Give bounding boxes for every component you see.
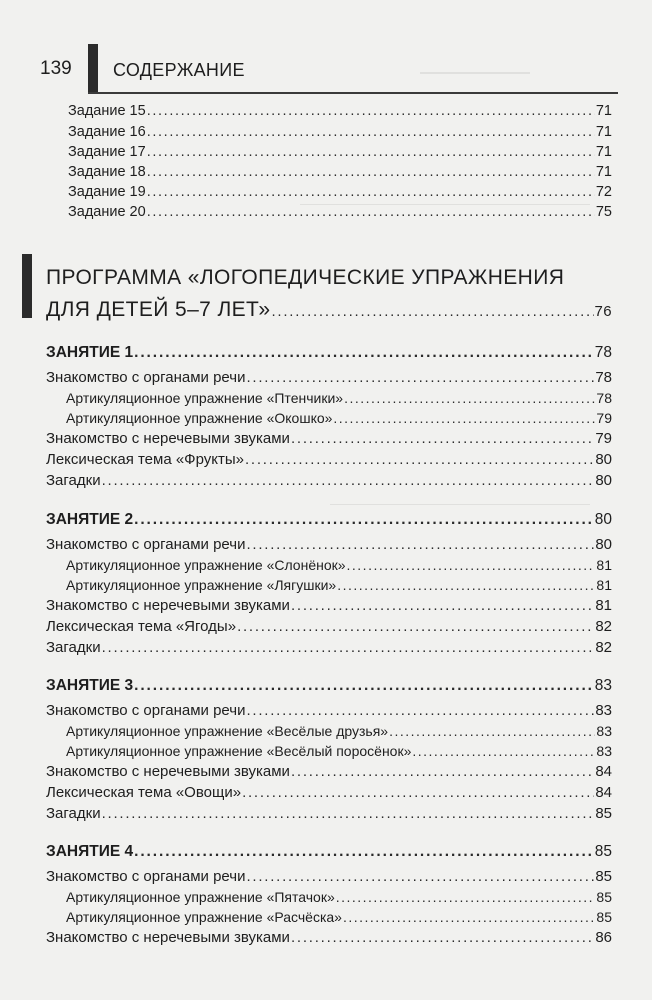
dot-leader <box>291 430 594 447</box>
toc-subentry[interactable] <box>66 390 612 406</box>
toc-entry-label: Задание 17 <box>68 144 146 160</box>
lesson-heading[interactable] <box>46 677 612 695</box>
toc-entry[interactable] <box>46 472 612 489</box>
toc-entry[interactable] <box>68 124 612 140</box>
toc-entry[interactable] <box>68 103 612 119</box>
toc-entry-label: Артикуляционное упражнение «Птенчики» <box>66 390 344 406</box>
toc-entry[interactable] <box>46 536 612 553</box>
dot-leader <box>147 103 595 119</box>
toc-entry-page: 85 <box>595 805 612 822</box>
toc-entry-page: 81 <box>596 577 612 593</box>
toc-entry-label: Знакомство с неречевыми звуками <box>46 430 290 447</box>
toc-entry[interactable] <box>68 204 612 220</box>
toc-entry[interactable] <box>68 144 612 160</box>
dot-leader <box>134 677 594 695</box>
page-number: 139 <box>40 58 72 79</box>
toc-entry-page: 78 <box>596 390 612 406</box>
toc-entry-label: Артикуляционное упражнение «Пятачок» <box>66 889 335 905</box>
toc-entry-label: Артикуляционное упражнение «Слонёнок» <box>66 557 346 573</box>
toc-entry-label: Артикуляционное упражнение «Весёлый поросёнок» <box>66 743 412 759</box>
toc-entry-label: Артикуляционное упражнение «Весёлые друзья» <box>66 723 389 739</box>
toc-entry-label: Артикуляционное упражнение «Расчёска» <box>66 909 342 925</box>
toc-entry[interactable] <box>68 184 612 200</box>
toc-entry-page: 83 <box>596 743 612 759</box>
toc-entry[interactable] <box>46 369 612 386</box>
toc-entry-page: 72 <box>595 184 612 200</box>
toc-entry-page: 83 <box>594 677 612 694</box>
dot-leader <box>134 344 594 362</box>
dot-leader <box>246 702 594 719</box>
toc-subentry[interactable] <box>66 723 612 739</box>
lesson-heading[interactable] <box>46 843 612 861</box>
dot-leader <box>333 410 595 426</box>
toc-entry[interactable] <box>46 430 612 447</box>
dot-leader <box>102 805 595 822</box>
dot-leader <box>245 451 594 468</box>
dot-leader <box>271 303 593 320</box>
toc-entry[interactable] <box>46 597 612 614</box>
toc-entry-page: 71 <box>595 144 612 160</box>
dot-leader <box>291 763 594 780</box>
toc-entry-page: 79 <box>595 430 612 447</box>
toc-entry-page: 84 <box>595 784 612 801</box>
toc-entry[interactable] <box>46 639 612 656</box>
toc-entry-label: Задание 16 <box>68 124 146 140</box>
toc-entry-label: Знакомство с органами речи <box>46 868 246 885</box>
toc-entry[interactable] <box>46 702 612 719</box>
dot-leader <box>347 557 596 573</box>
toc-entry-page: 80 <box>595 536 612 553</box>
dot-leader <box>291 929 594 946</box>
toc-entry-page: 71 <box>595 124 612 140</box>
lesson-heading[interactable] <box>46 511 612 529</box>
toc-entry-label: Задание 20 <box>68 204 146 220</box>
toc-entry[interactable] <box>46 784 612 801</box>
toc-entry-page: 81 <box>596 557 612 573</box>
toc-entry-label: Загадки <box>46 472 101 489</box>
toc-entry-label: Задание 15 <box>68 103 146 119</box>
toc-entry-label: Артикуляционное упражнение «Лягушки» <box>66 577 337 593</box>
dot-leader <box>336 889 596 905</box>
toc-entry-label: Знакомство с органами речи <box>46 536 246 553</box>
toc-entry-page: 83 <box>596 723 612 739</box>
lesson-title: ЗАНЯТИЕ 2 <box>46 511 134 528</box>
toc-entry-page: 85 <box>595 868 612 885</box>
dot-leader <box>237 618 594 635</box>
toc-entry[interactable] <box>68 164 612 180</box>
dot-leader <box>102 639 595 656</box>
toc-entry-page: 86 <box>595 929 612 946</box>
toc-entry-label: Загадки <box>46 805 101 822</box>
dot-leader <box>389 723 595 739</box>
dot-leader <box>147 144 595 160</box>
toc-entry-page: 80 <box>595 472 612 489</box>
toc-entry[interactable] <box>46 805 612 822</box>
toc-entry-page: 71 <box>595 164 612 180</box>
toc-entry-page: 85 <box>596 909 612 925</box>
toc-entry-label: Лексическая тема «Ягоды» <box>46 618 237 635</box>
toc-entry-page: 75 <box>595 204 612 220</box>
lesson-title: ЗАНЯТИЕ 1 <box>46 344 134 361</box>
toc-entry-page: 71 <box>595 103 612 119</box>
bleed-through-mark <box>330 500 590 505</box>
toc-entry-page: 85 <box>594 843 612 860</box>
toc-subentry[interactable] <box>66 909 612 925</box>
toc-subentry[interactable] <box>66 577 612 593</box>
toc-entry-label: Знакомство с неречевыми звуками <box>46 763 290 780</box>
toc-entry-page: 84 <box>595 763 612 780</box>
dot-leader <box>134 511 594 529</box>
lesson-title: ЗАНЯТИЕ 3 <box>46 677 134 694</box>
toc-subentry[interactable] <box>66 743 612 759</box>
dot-leader <box>246 868 594 885</box>
toc-entry[interactable] <box>46 618 612 635</box>
toc-entry[interactable] <box>46 451 612 468</box>
toc-entry-page: 79 <box>596 410 612 426</box>
toc-entry-page: 78 <box>594 344 612 361</box>
section-title: СОДЕРЖАНИЕ <box>113 60 245 80</box>
toc-entry-page: 83 <box>595 702 612 719</box>
dot-leader <box>343 909 595 925</box>
toc-entry-label: Загадки <box>46 639 101 656</box>
dot-leader <box>147 164 595 180</box>
program-title-entry[interactable] <box>46 298 612 322</box>
dot-leader <box>344 390 595 406</box>
toc-subentry[interactable] <box>66 889 612 905</box>
dot-leader <box>147 204 595 220</box>
dot-leader <box>147 124 595 140</box>
lesson-heading[interactable] <box>46 344 612 362</box>
toc-entry-label: Лексическая тема «Овощи» <box>46 784 242 801</box>
dot-leader <box>246 536 594 553</box>
toc-entry-page: 78 <box>595 369 612 386</box>
toc-entry-page: 85 <box>596 889 612 905</box>
toc-entry-page: 82 <box>595 639 612 656</box>
toc-entry[interactable] <box>46 868 612 885</box>
header-rule <box>88 92 618 94</box>
toc-entry-label: Знакомство с неречевыми звуками <box>46 597 290 614</box>
toc-subentry[interactable] <box>66 557 612 573</box>
dot-leader <box>337 577 595 593</box>
program-title-line1: ПРОГРАММА «ЛОГОПЕДИЧЕСКИЕ УПРАЖНЕНИЯ <box>46 266 565 289</box>
toc-entry-page: 80 <box>594 511 612 528</box>
toc-entry-label: Лексическая тема «Фрукты» <box>46 451 244 468</box>
program-heading-bar <box>22 254 32 318</box>
toc-entry[interactable] <box>46 763 612 780</box>
dot-leader <box>242 784 594 801</box>
lesson-title: ЗАНЯТИЕ 4 <box>46 843 134 860</box>
toc-entry-page: 82 <box>595 618 612 635</box>
toc-entry-page: 76 <box>594 303 612 320</box>
toc-entry[interactable] <box>46 929 612 946</box>
dot-leader <box>246 369 594 386</box>
toc-entry-page: 80 <box>595 451 612 468</box>
page-header <box>0 44 652 94</box>
program-title-line2: ДЛЯ ДЕТЕЙ 5–7 ЛЕТ» <box>46 298 271 321</box>
toc-subentry[interactable] <box>66 410 612 426</box>
dot-leader <box>412 743 595 759</box>
toc-entry-label: Задание 18 <box>68 164 146 180</box>
dot-leader <box>134 843 594 861</box>
toc-entry-label: Знакомство с неречевыми звуками <box>46 929 290 946</box>
toc-entry-label: Задание 19 <box>68 184 146 200</box>
dot-leader <box>147 184 595 200</box>
toc-entry-label: Знакомство с органами речи <box>46 702 246 719</box>
toc-entry-label: Артикуляционное упражнение «Окошко» <box>66 410 333 426</box>
toc-entry-page: 81 <box>595 597 612 614</box>
toc-entry-label: Знакомство с органами речи <box>46 369 246 386</box>
dot-leader <box>291 597 594 614</box>
header-bar <box>88 44 98 94</box>
dot-leader <box>102 472 595 489</box>
